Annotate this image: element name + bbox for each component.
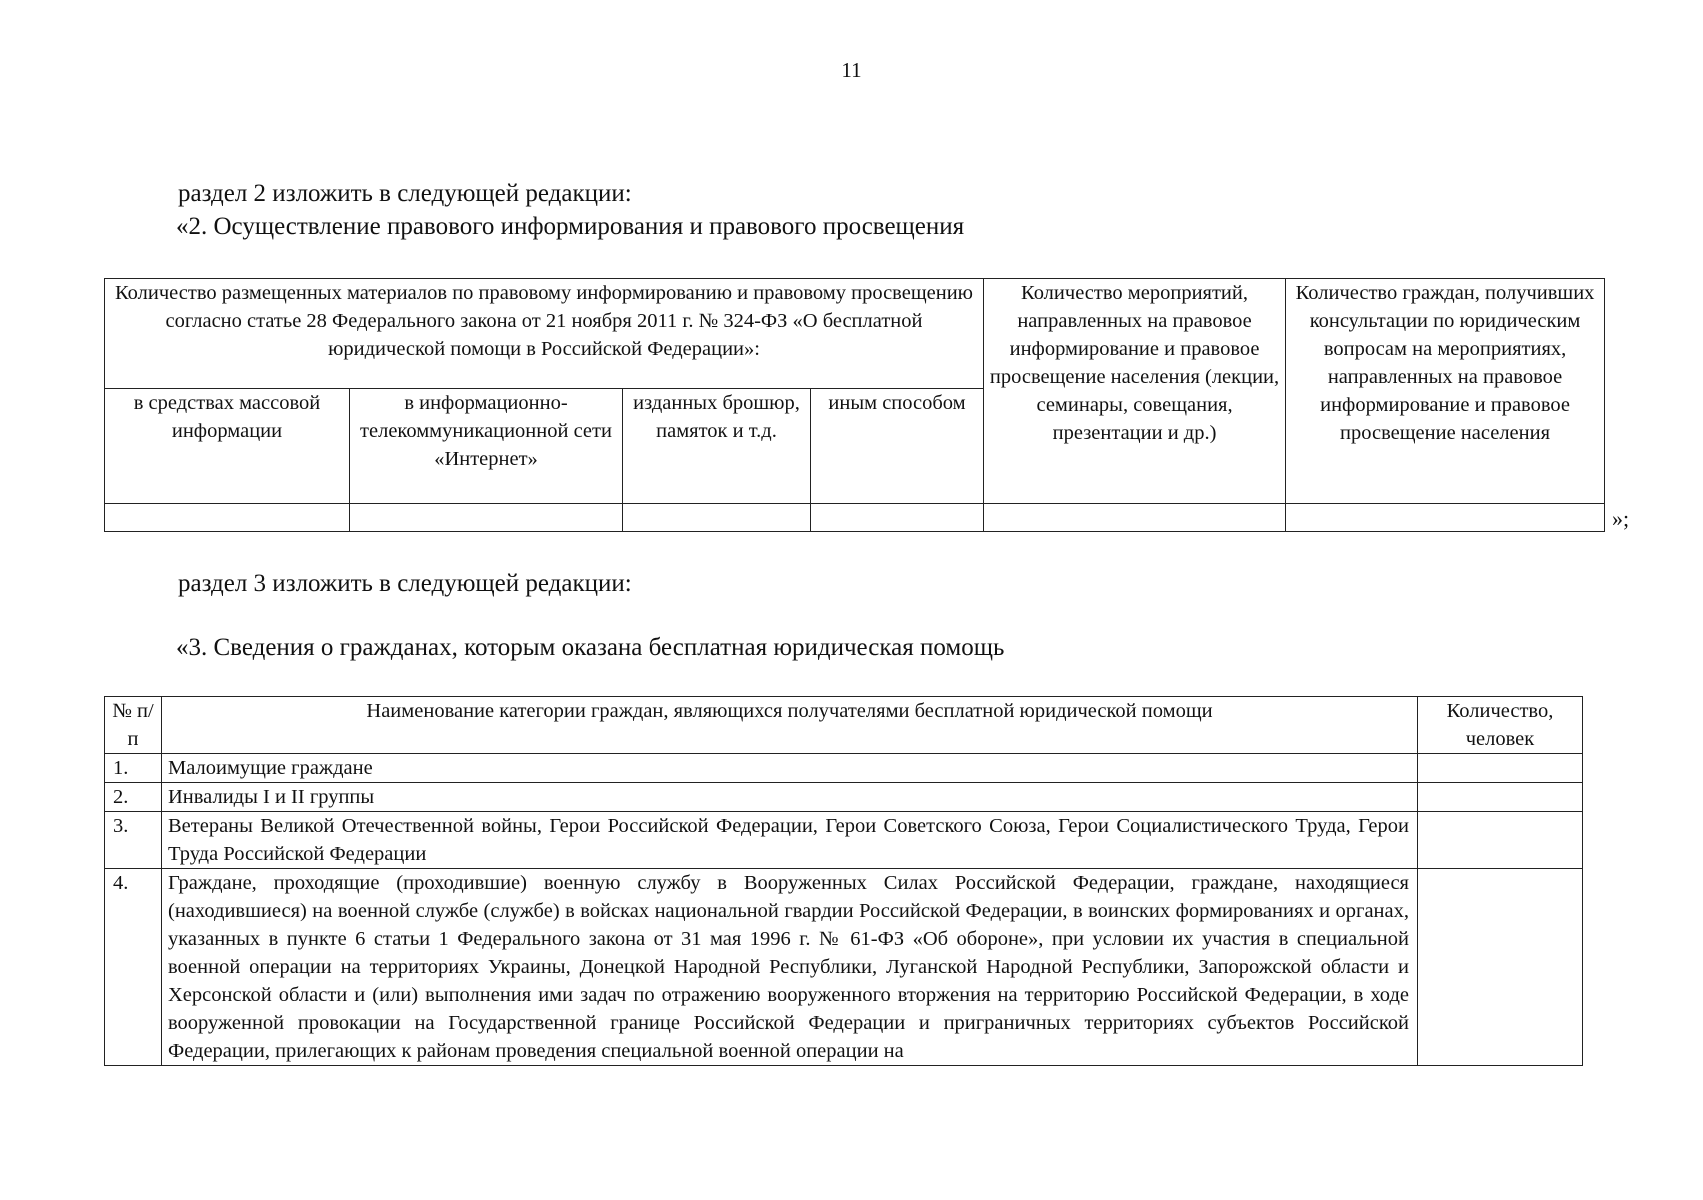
row-number: 4.: [105, 869, 162, 1066]
brochures-value: [623, 503, 811, 531]
events-count-value: [984, 503, 1286, 531]
internet-value: [350, 503, 623, 531]
mass-media-value: [105, 503, 350, 531]
count-cell: [1418, 783, 1583, 812]
section2-title: «2. Осуществление правового информирования и правового просвещения: [176, 213, 965, 240]
count-header: Количество, человек: [1418, 697, 1583, 754]
row-number: 2.: [105, 783, 162, 812]
row-number: 3.: [105, 812, 162, 869]
materials-group-header: Количество размещенных материалов по правовому информированию и правовому просвещению согласно статье 28 Федерального закона от 21 ноября 2011 г. № 324-ФЗ «О бесплатной юридической помощи в Российской Федерации»:: [105, 279, 984, 389]
table-row: [105, 869, 1583, 1066]
brochures-header: изданных брошюр, памяток и т.д.: [623, 389, 811, 503]
section2-closing-quote: »;: [1612, 506, 1630, 531]
events-count-header: Количество мероприятий, направленных на правовое информирование и правовое просвещение населения (лекции, семинары, совещания, презентации и др.): [984, 279, 1286, 504]
table-row: [105, 812, 1583, 869]
category-text: Граждане, проходящие (проходившие) военную службу в Вооруженных Силах Российской Федерации, граждане, находящиеся (находившиеся) на военной службе (службе) в войсках национальной гвардии Российской Федерации, в воинских формированиях и органах, указанных в пункте 6 статьи 1 Федерального закона от 31 мая 1996 г. № 61-ФЗ «Об обороне», при условии их участия в специальной военной операции на территориях Украины, Донецкой Народной Республики, Луганской Народной Республики, Запорожской области и Херсонской области и (или) выполнения ими задач по отражению вооруженного вторжения на территорию Российской Федерации, в ходе вооруженной провокации на Государственной границе Российской Федерации и приграничных территориях субъектов Российской Федерации, прилегающих к районам проведения специальной военной операции на: [162, 869, 1418, 1066]
table-row: [105, 754, 1583, 783]
page-number: 11: [841, 58, 862, 82]
section2-intro: раздел 2 изложить в следующей редакции:: [178, 180, 632, 207]
mass-media-header: в средствах массовой информации: [105, 389, 350, 503]
citizens-categories-table: [104, 696, 1583, 1066]
citizens-count-header: Количество граждан, получивших консультации по юридическим вопросам на мероприятиях, направленных на правовое информирование и правовое просвещение населения: [1286, 279, 1605, 504]
category-text: Инвалиды I и II группы: [162, 783, 1418, 812]
section3-intro: раздел 3 изложить в следующей редакции:: [178, 570, 632, 597]
other-method-header: иным способом: [811, 389, 984, 503]
category-text: Ветераны Великой Отечественной войны, Герои Российской Федерации, Герои Советского Союза, Герои Социалистического Труда, Герои Труда Российской Федерации: [162, 812, 1418, 869]
category-name-header: Наименование категории граждан, являющихся получателями бесплатной юридической помощи: [162, 697, 1418, 754]
internet-header: в информационно-телекоммуникационной сети «Интернет»: [350, 389, 623, 503]
count-cell: [1418, 869, 1583, 1066]
legal-information-table: [104, 278, 1605, 532]
other-method-value: [811, 503, 984, 531]
row-number: 1.: [105, 754, 162, 783]
category-text: Малоимущие граждане: [162, 754, 1418, 783]
count-cell: [1418, 812, 1583, 869]
table-row: [105, 783, 1583, 812]
section3-title: «3. Сведения о гражданах, которым оказана бесплатная юридическая помощь: [176, 634, 1005, 661]
row-number-header: № п/п: [105, 697, 162, 754]
count-cell: [1418, 754, 1583, 783]
citizens-count-value: [1286, 503, 1605, 531]
